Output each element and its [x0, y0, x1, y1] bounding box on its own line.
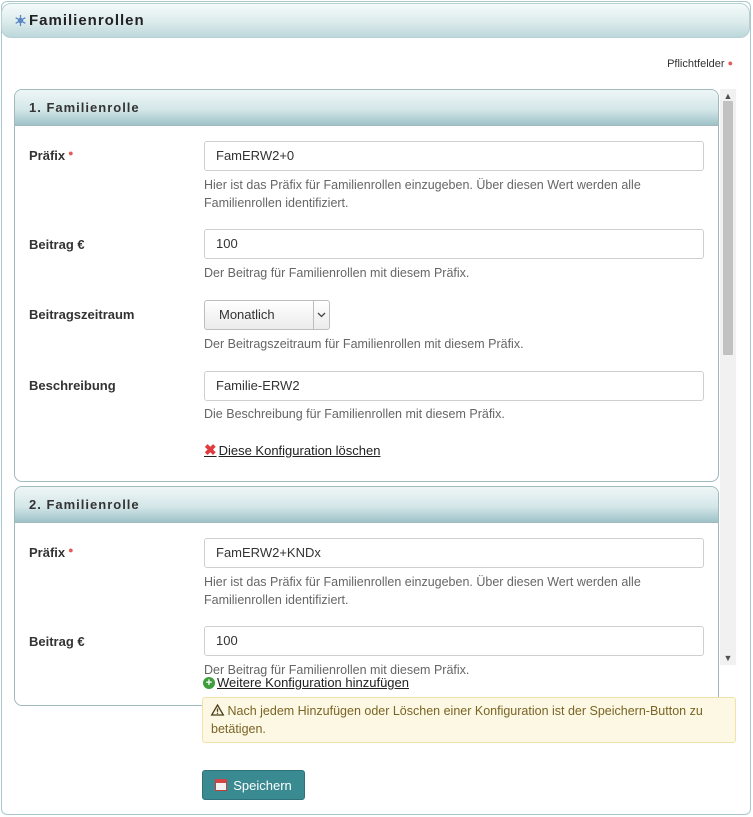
fee-help: Der Beitrag für Familienrollen mit diesem Präfix.	[204, 663, 470, 677]
scrollbar-thumb[interactable]	[723, 101, 733, 355]
page-header	[1, 3, 750, 38]
chevron-down-icon	[313, 301, 329, 329]
save-button[interactable]: Speichern	[202, 770, 305, 800]
period-help: Der Beitragszeitraum für Familienrollen mit diesem Präfix.	[204, 337, 524, 351]
prefix-label: Präfix ●	[29, 545, 74, 560]
scroll-up-icon[interactable]: ▲	[723, 91, 733, 101]
period-label: Beitragszeitraum	[29, 307, 135, 322]
scroll-down-icon[interactable]: ▼	[723, 653, 733, 663]
role-card-heading: 2. Familienrolle	[15, 487, 718, 523]
save-icon	[215, 779, 227, 791]
fee-input[interactable]: 100	[204, 229, 704, 259]
close-icon: ✖	[204, 442, 217, 459]
description-input[interactable]: Familie-ERW2	[204, 371, 704, 401]
fee-label: Beitrag €	[29, 634, 85, 649]
add-configuration-link[interactable]: + Weitere Konfiguration hinzufügen	[203, 675, 409, 690]
warning-message: Nach jedem Hinzufügen oder Löschen einer Konfiguration ist der Speichern-Button zu betätigen.	[202, 697, 736, 743]
required-fields-note: Pflichtfelder ●	[667, 58, 733, 70]
prefix-help: Hier ist das Präfix für Familienrollen einzugeben. Über diesen Wert werden alle Familienrollen identifiziert.	[204, 178, 641, 210]
role-card-1	[14, 89, 719, 482]
period-select[interactable]: Monatlich	[204, 300, 330, 330]
role-card-2	[14, 486, 719, 706]
delete-configuration-link[interactable]: ✖ Diese Konfiguration löschen	[204, 442, 381, 459]
prefix-label: Präfix ●	[29, 148, 74, 163]
required-icon: ●	[727, 58, 733, 68]
snowflake-icon	[14, 14, 27, 27]
required-icon: ●	[68, 545, 74, 555]
fee-help: Der Beitrag für Familienrollen mit diesem Präfix.	[204, 266, 470, 280]
fee-label: Beitrag €	[29, 237, 85, 252]
description-help: Die Beschreibung für Familienrollen mit diesem Präfix.	[204, 407, 505, 421]
prefix-input[interactable]: FamERW2+0	[204, 141, 704, 171]
prefix-help: Hier ist das Präfix für Familienrollen einzugeben. Über diesen Wert werden alle Familienrollen identifiziert.	[204, 575, 641, 607]
scrollbar[interactable]	[720, 89, 736, 665]
fee-input[interactable]: 100	[204, 626, 704, 656]
roles-scroll-container[interactable]	[14, 89, 736, 677]
required-icon: ●	[68, 148, 74, 158]
page-title: Familienrollen	[29, 12, 145, 29]
description-label: Beschreibung	[29, 378, 116, 393]
warning-icon	[211, 704, 224, 716]
plus-circle-icon: +	[203, 677, 215, 689]
prefix-input[interactable]: FamERW2+KNDx	[204, 538, 704, 568]
role-card-heading: 1. Familienrolle	[15, 90, 718, 126]
